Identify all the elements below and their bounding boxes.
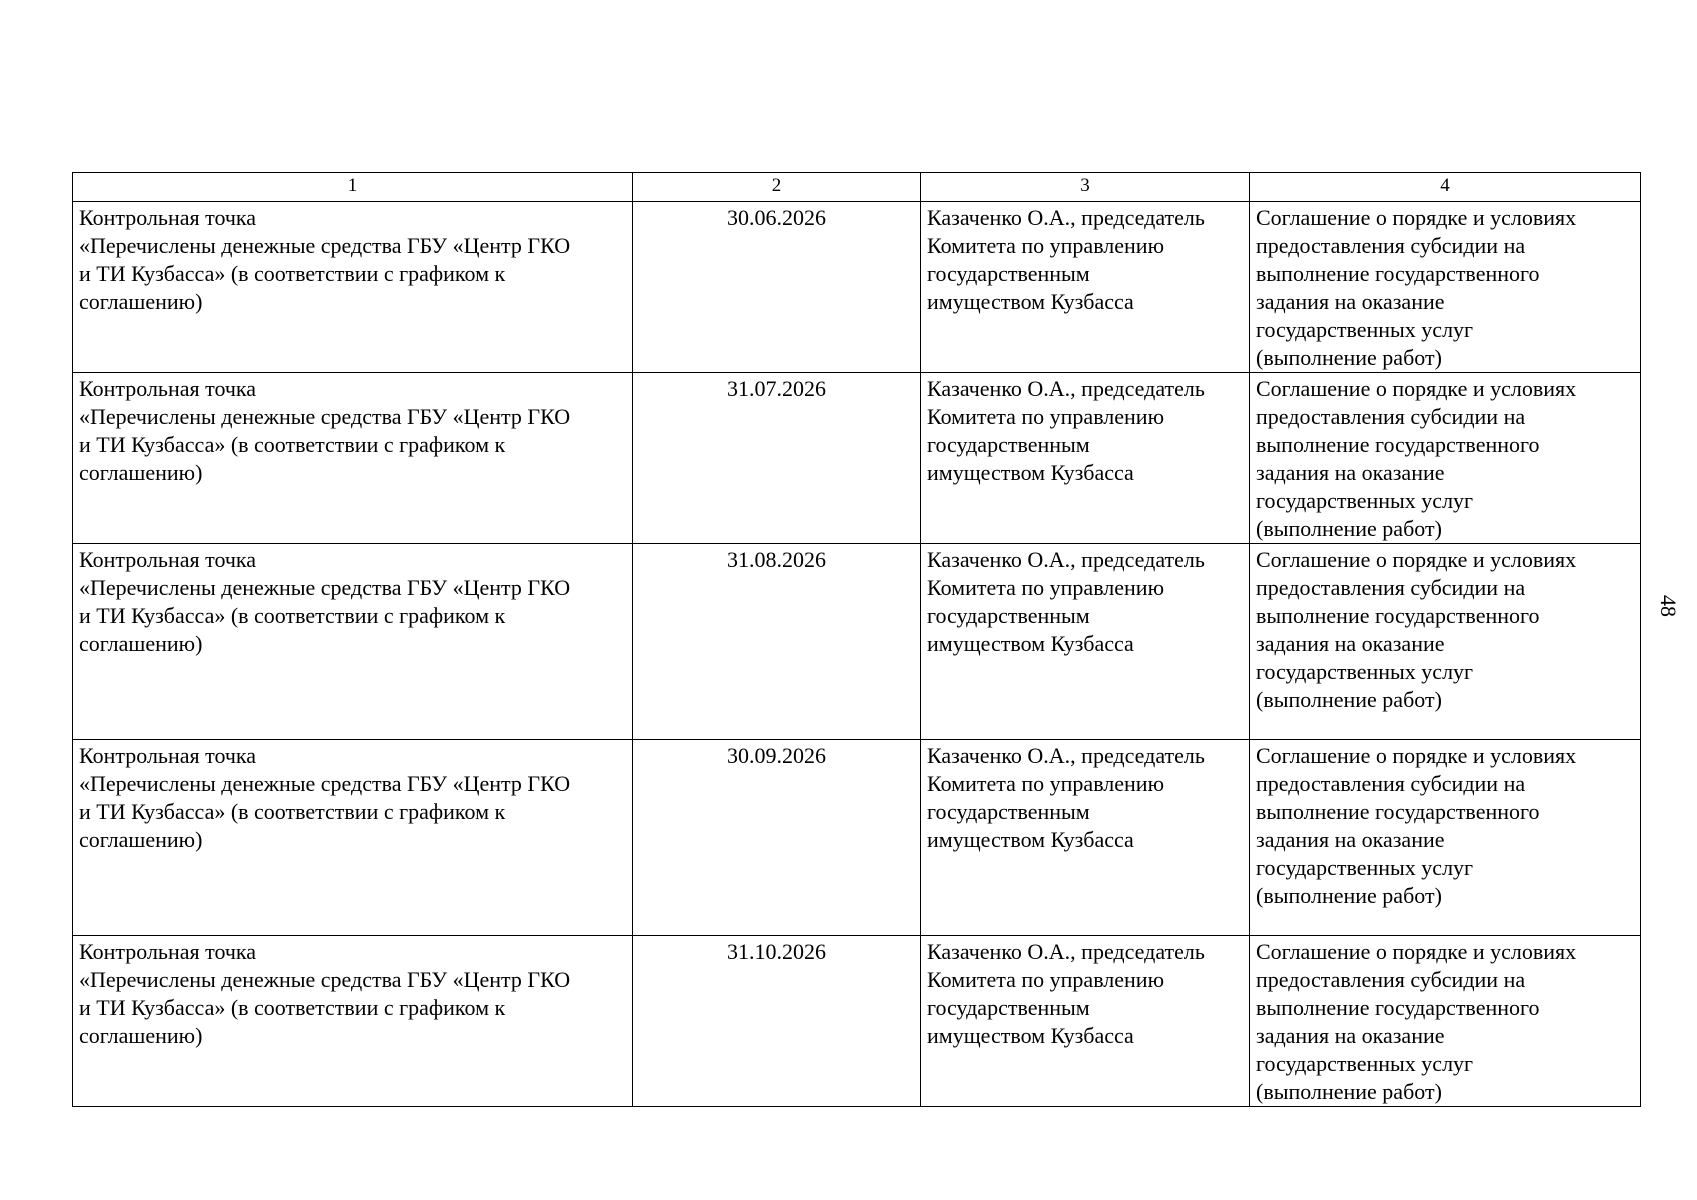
column-header-4: 4	[1250, 173, 1641, 202]
date-cell: 30.09.2026	[633, 740, 921, 936]
date-cell: 30.06.2026	[633, 202, 921, 373]
responsible-cell: Казаченко О.А., председатель Комитета по управлению государственным имуществом Кузбасса	[921, 373, 1250, 544]
table-row	[73, 740, 1641, 936]
table-row	[73, 936, 1641, 1107]
responsible-cell: Казаченко О.А., председатель Комитета по управлению государственным имуществом Кузбасса	[921, 740, 1250, 936]
milestone-cell: Контрольная точка «Перечислены денежные средства ГБУ «Центр ГКО и ТИ Кузбасса» (в соответствии с графиком к соглашению)	[73, 936, 633, 1107]
date-cell: 31.07.2026	[633, 373, 921, 544]
milestone-cell: Контрольная точка «Перечислены денежные средства ГБУ «Центр ГКО и ТИ Кузбасса» (в соответствии с графиком к соглашению)	[73, 373, 633, 544]
document-cell: Соглашение о порядке и условиях предоставления субсидии на выполнение государственного задания на оказание государственных услуг (выполнение работ)	[1250, 544, 1641, 740]
table-row	[73, 373, 1641, 544]
milestone-cell: Контрольная точка «Перечислены денежные средства ГБУ «Центр ГКО и ТИ Кузбасса» (в соответствии с графиком к соглашению)	[73, 740, 633, 936]
date-cell: 31.10.2026	[633, 936, 921, 1107]
column-header-3: 3	[921, 173, 1250, 202]
header-row	[73, 173, 1641, 202]
document-cell: Соглашение о порядке и условиях предоставления субсидии на выполнение государственного задания на оказание государственных услуг (выполнение работ)	[1250, 202, 1641, 373]
responsible-cell: Казаченко О.А., председатель Комитета по управлению государственным имуществом Кузбасса	[921, 202, 1250, 373]
document-cell: Соглашение о порядке и условиях предоставления субсидии на выполнение государственного задания на оказание государственных услуг (выполнение работ)	[1250, 936, 1641, 1107]
responsible-cell: Казаченко О.А., председатель Комитета по управлению государственным имуществом Кузбасса	[921, 544, 1250, 740]
document-cell: Соглашение о порядке и условиях предоставления субсидии на выполнение государственного задания на оказание государственных услуг (выполнение работ)	[1250, 740, 1641, 936]
table-row	[73, 202, 1641, 373]
responsible-cell: Казаченко О.А., председатель Комитета по управлению государственным имуществом Кузбасса	[921, 936, 1250, 1107]
page-number: 48	[1656, 595, 1681, 617]
column-header-1: 1	[73, 173, 633, 202]
milestone-cell: Контрольная точка «Перечислены денежные средства ГБУ «Центр ГКО и ТИ Кузбасса» (в соответствии с графиком к соглашению)	[73, 544, 633, 740]
table-body	[73, 202, 1641, 1107]
table-row	[73, 544, 1641, 740]
milestone-cell: Контрольная точка «Перечислены денежные средства ГБУ «Центр ГКО и ТИ Кузбасса» (в соответствии с графиком к соглашению)	[73, 202, 633, 373]
column-header-2: 2	[633, 173, 921, 202]
date-cell: 31.08.2026	[633, 544, 921, 740]
schedule-table	[72, 172, 1641, 1107]
table-header	[73, 173, 1641, 202]
document-cell: Соглашение о порядке и условиях предоставления субсидии на выполнение государственного задания на оказание государственных услуг (выполнение работ)	[1250, 373, 1641, 544]
